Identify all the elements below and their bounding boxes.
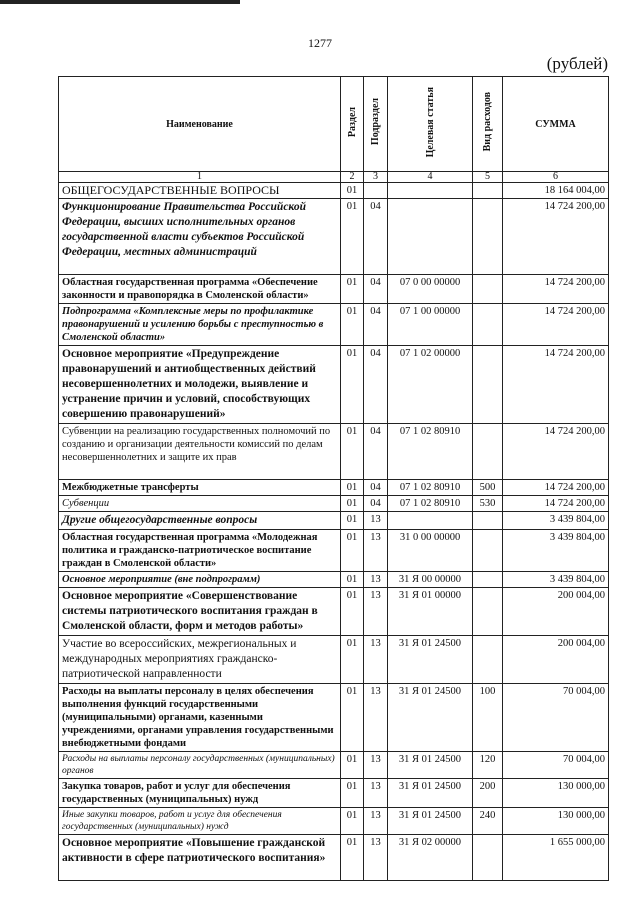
row-summa: 70 004,00	[503, 752, 609, 779]
column-number-row	[59, 172, 609, 183]
row-razdel: 01	[341, 684, 364, 752]
row-tselevaya: 31 0 00 00000	[388, 530, 473, 572]
row-podrazdel: 13	[364, 636, 388, 684]
row-tselevaya: 31 Я 02 00000	[388, 835, 473, 881]
table-row	[59, 275, 609, 304]
table-row	[59, 572, 609, 588]
row-summa: 3 439 804,00	[503, 530, 609, 572]
row-vid: 240	[473, 808, 503, 835]
row-podrazdel: 04	[364, 346, 388, 424]
row-podrazdel: 13	[364, 588, 388, 636]
row-tselevaya: 31 Я 01 24500	[388, 752, 473, 779]
row-razdel: 01	[341, 496, 364, 512]
row-name: ОБЩЕГОСУДАРСТВЕННЫЕ ВОПРОСЫ	[59, 183, 341, 199]
header-summa: СУММА	[503, 77, 609, 172]
row-name: Расходы на выплаты персоналу государственных (муниципальных) органов	[59, 752, 341, 779]
row-summa: 14 724 200,00	[503, 424, 609, 480]
row-tselevaya: 31 Я 00 00000	[388, 572, 473, 588]
row-tselevaya: 07 1 02 80910	[388, 496, 473, 512]
row-summa: 200 004,00	[503, 636, 609, 684]
row-summa: 14 724 200,00	[503, 346, 609, 424]
row-summa: 130 000,00	[503, 779, 609, 808]
row-podrazdel	[364, 183, 388, 199]
row-summa: 70 004,00	[503, 684, 609, 752]
row-vid	[473, 304, 503, 346]
row-vid: 100	[473, 684, 503, 752]
row-podrazdel: 13	[364, 752, 388, 779]
row-razdel: 01	[341, 779, 364, 808]
table-row	[59, 588, 609, 636]
row-razdel: 01	[341, 808, 364, 835]
table-row	[59, 752, 609, 779]
table-row	[59, 779, 609, 808]
row-summa: 200 004,00	[503, 588, 609, 636]
table-row	[59, 199, 609, 275]
row-razdel: 01	[341, 636, 364, 684]
table-row	[59, 684, 609, 752]
col-number: 1	[59, 172, 341, 183]
row-podrazdel: 04	[364, 424, 388, 480]
row-name: Подпрограмма «Комплексные меры по профилактике правонарушений и усилению борьбы с преступностью в Смоленской области»	[59, 304, 341, 346]
table-row	[59, 530, 609, 572]
row-vid: 120	[473, 752, 503, 779]
row-razdel: 01	[341, 530, 364, 572]
row-razdel: 01	[341, 275, 364, 304]
row-vid	[473, 835, 503, 881]
row-podrazdel: 13	[364, 835, 388, 881]
col-number: 3	[364, 172, 388, 183]
header-podrazdel: Подраздел	[364, 77, 388, 172]
row-vid	[473, 636, 503, 684]
header-tselevaya-statya: Целевая статья	[388, 77, 473, 172]
row-tselevaya: 31 Я 01 24500	[388, 636, 473, 684]
row-vid	[473, 588, 503, 636]
row-razdel: 01	[341, 512, 364, 530]
row-name: Закупка товаров, работ и услуг для обеспечения государственных (муниципальных) нужд	[59, 779, 341, 808]
table-row	[59, 480, 609, 496]
row-vid	[473, 346, 503, 424]
row-vid	[473, 199, 503, 275]
table-row	[59, 808, 609, 835]
row-tselevaya: 31 Я 01 24500	[388, 779, 473, 808]
row-razdel: 01	[341, 835, 364, 881]
row-tselevaya: 07 1 00 00000	[388, 304, 473, 346]
row-summa: 14 724 200,00	[503, 199, 609, 275]
row-razdel: 01	[341, 480, 364, 496]
row-razdel: 01	[341, 572, 364, 588]
row-summa: 14 724 200,00	[503, 275, 609, 304]
row-name: Основное мероприятие «Повышение гражданской активности в сфере патриотического воспитания»	[59, 835, 341, 881]
row-podrazdel: 04	[364, 275, 388, 304]
row-razdel: 01	[341, 199, 364, 275]
row-tselevaya: 31 Я 01 00000	[388, 588, 473, 636]
row-vid	[473, 572, 503, 588]
col-number: 6	[503, 172, 609, 183]
header-vid-raskhodov: Вид расходов	[473, 77, 503, 172]
row-name: Межбюджетные трансферты	[59, 480, 341, 496]
row-vid: 530	[473, 496, 503, 512]
row-tselevaya: 07 1 02 80910	[388, 424, 473, 480]
row-name: Иные закупки товаров, работ и услуг для обеспечения государственных (муниципальных) нужд	[59, 808, 341, 835]
header-razdel: Раздел	[341, 77, 364, 172]
row-name: Участие во всероссийских, межрегиональных и международных мероприятиях гражданско-патриотической направленности	[59, 636, 341, 684]
row-vid	[473, 183, 503, 199]
table-row	[59, 183, 609, 199]
row-podrazdel: 13	[364, 512, 388, 530]
row-name: Другие общегосударственные вопросы	[59, 512, 341, 530]
row-name: Областная государственная программа «Молодежная политика и гражданско-патриотическое воспитание граждан в Смоленской области»	[59, 530, 341, 572]
col-number: 2	[341, 172, 364, 183]
row-summa: 3 439 804,00	[503, 572, 609, 588]
row-vid	[473, 512, 503, 530]
row-name: Областная государственная программа «Обеспечение законности и правопорядка в Смоленской области»	[59, 275, 341, 304]
row-name: Субвенции на реализацию государственных полномочий по созданию и организации деятельности комиссий по делам несовершеннолетних и защите их прав	[59, 424, 341, 480]
row-vid	[473, 530, 503, 572]
top-edge-line	[0, 0, 240, 4]
row-name: Субвенции	[59, 496, 341, 512]
row-podrazdel: 13	[364, 530, 388, 572]
row-vid	[473, 424, 503, 480]
row-name: Основное мероприятие «Совершенствование системы патриотического воспитания граждан в Смоленской области, форм и методов работы»	[59, 588, 341, 636]
row-summa: 14 724 200,00	[503, 480, 609, 496]
row-tselevaya: 07 1 02 00000	[388, 346, 473, 424]
row-razdel: 01	[341, 752, 364, 779]
table-row	[59, 304, 609, 346]
table-row	[59, 512, 609, 530]
page-number: 1277	[308, 36, 332, 50]
row-summa: 18 164 004,00	[503, 183, 609, 199]
row-podrazdel: 04	[364, 304, 388, 346]
table-row	[59, 424, 609, 480]
row-podrazdel: 13	[364, 779, 388, 808]
row-name: Функционирование Правительства Российской Федерации, высших исполнительных органов государственной власти субъектов Российской Федерации, местных администраций	[59, 199, 341, 275]
table-row	[59, 835, 609, 881]
row-razdel: 01	[341, 346, 364, 424]
row-razdel: 01	[341, 424, 364, 480]
row-name: Расходы на выплаты персоналу в целях обеспечения выполнения функций государственными (муниципальными) органами, казенными учреждениями, органами управления государственными внебюджетными фондами	[59, 684, 341, 752]
row-podrazdel: 13	[364, 572, 388, 588]
row-podrazdel: 04	[364, 199, 388, 275]
row-podrazdel: 13	[364, 808, 388, 835]
row-tselevaya: 07 0 00 00000	[388, 275, 473, 304]
row-vid: 200	[473, 779, 503, 808]
row-razdel: 01	[341, 588, 364, 636]
row-summa: 14 724 200,00	[503, 304, 609, 346]
row-razdel: 01	[341, 304, 364, 346]
row-vid: 500	[473, 480, 503, 496]
row-tselevaya: 31 Я 01 24500	[388, 808, 473, 835]
budget-table	[58, 76, 609, 881]
table-row	[59, 636, 609, 684]
table-row	[59, 496, 609, 512]
row-vid	[473, 275, 503, 304]
row-razdel: 01	[341, 183, 364, 199]
row-summa: 130 000,00	[503, 808, 609, 835]
row-summa: 1 655 000,00	[503, 835, 609, 881]
row-summa: 3 439 804,00	[503, 512, 609, 530]
table-row	[59, 346, 609, 424]
row-podrazdel: 13	[364, 684, 388, 752]
row-podrazdel: 04	[364, 496, 388, 512]
row-tselevaya	[388, 183, 473, 199]
row-tselevaya: 07 1 02 80910	[388, 480, 473, 496]
col-number: 5	[473, 172, 503, 183]
row-summa: 14 724 200,00	[503, 496, 609, 512]
header-name: Наименование	[59, 77, 341, 172]
row-name: Основное мероприятие (вне подпрограмм)	[59, 572, 341, 588]
col-number: 4	[388, 172, 473, 183]
row-name: Основное мероприятие «Предупреждение правонарушений и антиобщественных действий несовершеннолетних и молодежи, выявление и устранение причин и условий, способствующих совершению правонарушений»	[59, 346, 341, 424]
row-tselevaya: 31 Я 01 24500	[388, 684, 473, 752]
row-tselevaya	[388, 199, 473, 275]
units-label: (рублей)	[546, 54, 608, 73]
row-podrazdel: 04	[364, 480, 388, 496]
row-tselevaya	[388, 512, 473, 530]
header-row	[59, 77, 609, 172]
